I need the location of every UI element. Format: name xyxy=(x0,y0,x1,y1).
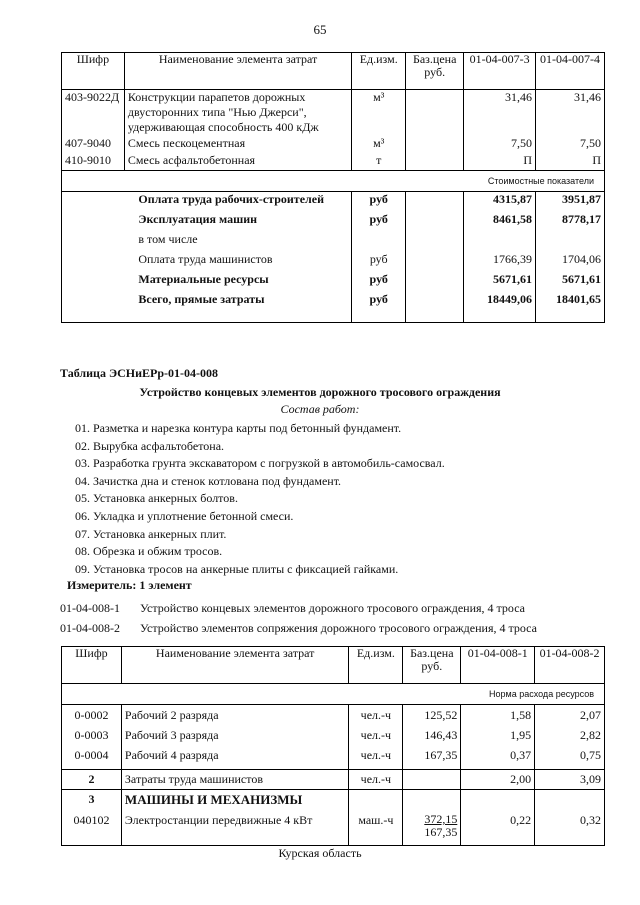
cell-code: 2 xyxy=(62,770,122,790)
code-description: Устройство концевых элементов дорожного тросового ограждения, 4 троса xyxy=(140,601,525,615)
list-item: 06. Укладка и уплотнение бетонной смеси. xyxy=(75,508,294,523)
cost-name: в том числе xyxy=(124,232,351,252)
cell-code: 0-0003 xyxy=(62,728,122,748)
section-label: Норма расхода ресурсов xyxy=(62,684,605,705)
header-price: Баз.цена руб. xyxy=(406,53,464,90)
cell-code: 0-0004 xyxy=(62,748,122,770)
cell-name: Затраты труда машинистов xyxy=(121,770,348,790)
cell-value-1: П xyxy=(464,153,536,171)
list-item: 07. Установка анкерных плит. xyxy=(75,526,227,541)
cost-value-1: 8461,58 xyxy=(464,212,536,232)
price-top: 372,15 xyxy=(424,812,458,826)
cell-value-1: 2,00 xyxy=(461,770,535,790)
cell-value-2: 3,09 xyxy=(535,770,605,790)
cell-value-2: 31,46 xyxy=(536,90,605,137)
list-item: 01. Разметка и нарезка контура карты под бетонный фундамент. xyxy=(75,421,402,435)
cost-row xyxy=(62,212,605,232)
table-subtitle: Устройство концевых элементов дорожного тросового ограждения xyxy=(139,385,501,399)
cost-unit: руб xyxy=(352,272,406,292)
cost-value-1: 18449,06 xyxy=(464,292,536,323)
cell-value-2: 0,75 xyxy=(535,748,605,770)
section-row xyxy=(62,684,605,705)
page-number: 65 xyxy=(313,22,327,37)
cell-price: 146,43 xyxy=(403,728,461,748)
cell-code: 3 xyxy=(62,790,122,811)
cell-price xyxy=(406,136,464,153)
code: 01-04-008-1 xyxy=(60,601,120,615)
cell-unit: чел.-ч xyxy=(349,705,403,729)
cost-value-1: 5671,61 xyxy=(464,272,536,292)
section-label: Стоимостные показатели xyxy=(62,171,605,192)
cell-value-1: 1,58 xyxy=(461,705,535,729)
header-price: Баз.цена руб. xyxy=(403,647,461,684)
cell-name: Смесь пескоцементная xyxy=(124,136,351,153)
cell-value-1: 0,22 xyxy=(461,810,535,846)
cost-unit: руб xyxy=(352,252,406,272)
cell-price xyxy=(403,770,461,790)
header-unit: Ед.изм. xyxy=(349,647,403,684)
table-row xyxy=(62,748,605,770)
table-row xyxy=(62,136,605,153)
resource-table-1 xyxy=(61,52,605,323)
cell-value-1: 31,46 xyxy=(464,90,536,137)
cost-unit xyxy=(352,232,406,252)
cell-unit: чел.-ч xyxy=(349,728,403,748)
cell-unit: т xyxy=(352,153,406,171)
cost-row xyxy=(62,232,605,252)
cost-unit: руб xyxy=(352,292,406,323)
cell-value-1: 0,37 xyxy=(461,748,535,770)
cost-value-1: 4315,87 xyxy=(464,192,536,213)
meter-label: Измеритель: 1 элемент xyxy=(67,578,192,592)
list-item: 02. Вырубка асфальтобетона. xyxy=(75,438,225,453)
cell-price: 125,52 xyxy=(403,705,461,729)
cost-name: Материальные ресурсы xyxy=(124,272,351,292)
table-row xyxy=(62,810,605,846)
cost-name: Оплата труда рабочих-строителей xyxy=(124,192,351,213)
cell-name: МАШИНЫ И МЕХАНИЗМЫ xyxy=(121,790,348,811)
total-row xyxy=(62,770,605,790)
table-title: Таблица ЭСНиЕРр-01-04-008 xyxy=(60,366,219,380)
list-item: 03. Разработка грунта экскаватором с погрузкой в автомобиль-самосвал. xyxy=(75,456,445,471)
cost-value-2: 18401,65 xyxy=(536,292,605,323)
cost-row xyxy=(62,272,605,292)
section-row xyxy=(62,171,605,192)
footer-region: Курская область xyxy=(278,846,362,860)
cell-name: Смесь асфальтобетонная xyxy=(124,153,351,171)
header-unit: Ед.изм. xyxy=(352,53,406,90)
code-description: Устройство элементов сопряжения дорожного тросового ограждения, 4 троса xyxy=(140,621,537,635)
header-code: Шифр xyxy=(62,53,125,90)
cost-unit: руб xyxy=(352,192,406,213)
cell-price xyxy=(406,153,464,171)
cell-code: 040102 xyxy=(62,810,122,846)
cell-code: 0-0002 xyxy=(62,705,122,729)
cell-value-2: 7,50 xyxy=(536,136,605,153)
cost-value-1 xyxy=(464,232,536,252)
resource-table-2 xyxy=(61,646,605,846)
code: 01-04-008-2 xyxy=(60,621,120,635)
cell-name: Рабочий 3 разряда xyxy=(121,728,348,748)
table-header-row xyxy=(62,647,605,684)
cell-price: 167,35 xyxy=(403,748,461,770)
cost-row xyxy=(62,192,605,213)
cell-name: Рабочий 2 разряда xyxy=(121,705,348,729)
cell-unit: чел.-ч xyxy=(349,770,403,790)
section-header-row xyxy=(62,790,605,811)
cost-name: Оплата труда машинистов xyxy=(124,252,351,272)
cost-value-2: 1704,06 xyxy=(536,252,605,272)
list-item: 09. Установка тросов на анкерные плиты с фиксацией гайками. xyxy=(75,561,399,576)
header-col2: 01-04-008-2 xyxy=(535,647,605,684)
cell-value-2: 0,32 xyxy=(535,810,605,846)
cell-price xyxy=(406,90,464,137)
cell-unit: м³ xyxy=(352,90,406,137)
cost-name: Эксплуатация машин xyxy=(124,212,351,232)
list-item xyxy=(60,618,537,638)
header-name: Наименование элемента затрат xyxy=(121,647,348,684)
work-steps-list xyxy=(75,420,445,578)
cell-value-2: П xyxy=(536,153,605,171)
cell-code: 410-9010 xyxy=(62,153,125,171)
table-row xyxy=(62,705,605,729)
cost-row xyxy=(62,252,605,272)
cell-unit: маш.-ч xyxy=(349,810,403,846)
list-item: 05. Установка анкерных болтов. xyxy=(75,491,238,506)
cell-value-1: 1,95 xyxy=(461,728,535,748)
work-composition-heading: Состав работ: xyxy=(280,402,360,416)
header-col2: 01-04-007-4 xyxy=(536,53,605,90)
cell-price xyxy=(403,810,461,846)
header-code: Шифр xyxy=(62,647,122,684)
header-col1: 01-04-007-3 xyxy=(464,53,536,90)
header-col1: 01-04-008-1 xyxy=(461,647,535,684)
cell-unit: чел.-ч xyxy=(349,748,403,770)
cost-name: Всего, прямые затраты xyxy=(124,292,351,323)
list-item: 08. Обрезка и обжим тросов. xyxy=(75,544,223,559)
cell-value-2: 2,82 xyxy=(535,728,605,748)
codes-list xyxy=(60,598,537,638)
list-item xyxy=(60,598,537,618)
cost-unit: руб xyxy=(352,212,406,232)
cell-name: Рабочий 4 разряда xyxy=(121,748,348,770)
cost-row xyxy=(62,292,605,323)
cost-value-1: 1766,39 xyxy=(464,252,536,272)
list-item: 04. Зачистка дна и стенок котлована под фундамент. xyxy=(75,473,342,488)
cost-value-2: 5671,61 xyxy=(536,272,605,292)
table-row xyxy=(62,728,605,748)
table-row xyxy=(62,153,605,171)
cell-code: 403-9022Д xyxy=(62,90,125,137)
cost-value-2 xyxy=(536,232,605,252)
header-name: Наименование элемента затрат xyxy=(124,53,351,90)
table-row xyxy=(62,90,605,137)
cell-value-1: 7,50 xyxy=(464,136,536,153)
cell-code: 407-9040 xyxy=(62,136,125,153)
cell-value-2: 2,07 xyxy=(535,705,605,729)
cost-value-2: 8778,17 xyxy=(536,212,605,232)
cell-name: Электростанции передвижные 4 кВт xyxy=(121,810,348,846)
price-bottom: 167,35 xyxy=(424,825,458,839)
cell-unit: м³ xyxy=(352,136,406,153)
table-header-row xyxy=(62,53,605,90)
cell-name: Конструкции парапетов дорожных двусторонних типа "Нью Джерси", удерживающая способность 400 кДж xyxy=(124,90,351,137)
cost-value-2: 3951,87 xyxy=(536,192,605,213)
